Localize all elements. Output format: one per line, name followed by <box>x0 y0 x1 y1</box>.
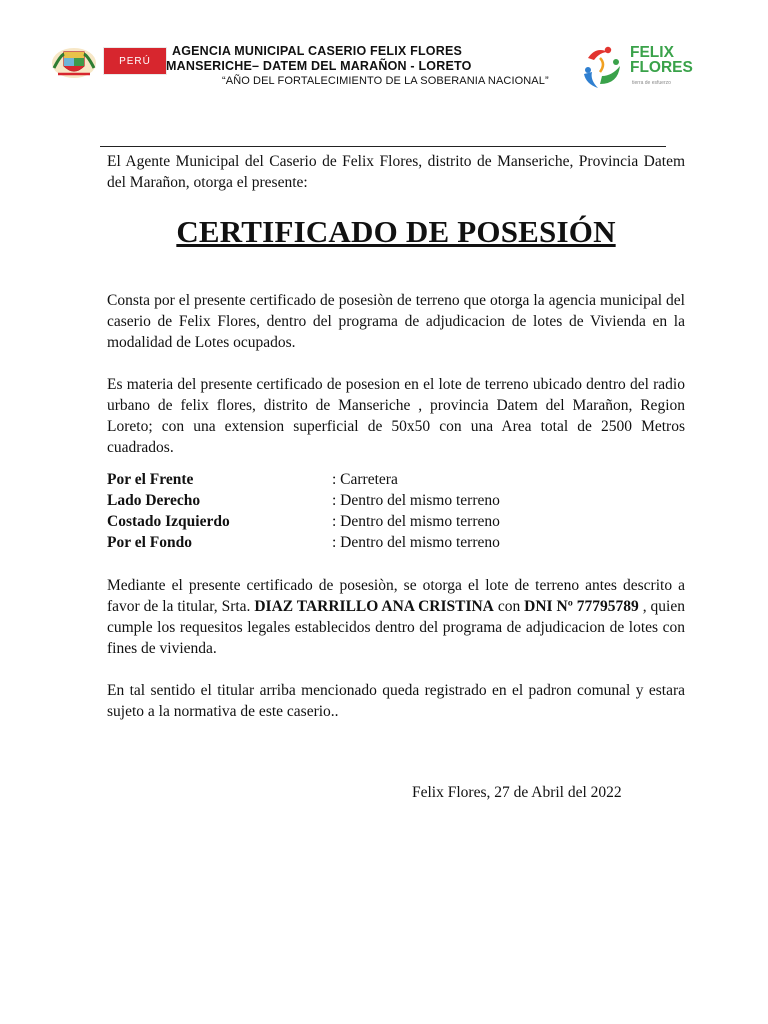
paragraph-3-text: con <box>493 598 525 615</box>
peru-coat-of-arms-icon <box>50 46 98 80</box>
agency-location: MANSERICHE– DATEM DEL MARAÑON - LORETO <box>166 59 472 73</box>
boundary-value: : Carretera <box>332 471 398 488</box>
intro-paragraph: El Agente Municipal del Caserio de Felix Flores, distrito de Manseriche, Provincia Datem del Marañon, otorga el presente: <box>107 153 685 191</box>
paragraph-3-text: , quien cumple los requesitos legales establecidos dentro del programa de adjudicacion de lotes con fines de vivienda. <box>107 598 685 657</box>
agency-name: AGENCIA MUNICIPAL CASERIO FELIX FLORES <box>172 44 463 58</box>
logo-slogan: tierra de esfuerzo <box>632 80 671 86</box>
logo-word-felix: FELIX <box>630 44 674 61</box>
boundary-label: Costado Izquierdo <box>107 513 230 530</box>
paragraph-3 <box>107 575 685 659</box>
national-motto: “AÑO DEL FORTALECIMIENTO DE LA SOBERANIA NACIONAL” <box>222 75 549 87</box>
issue-date: Felix Flores, 27 de Abril del 2022 <box>412 784 622 801</box>
boundary-row <box>0 471 768 492</box>
holder-name: DIAZ TARRILLO ANA CRISTINA <box>254 598 494 615</box>
peru-banner: PERÚ <box>104 48 166 74</box>
paragraph-3-text: Mediante el presente certificado de posesiòn, se otorga el lote de terreno antes descrito a favor de la titular, Srta. <box>107 577 685 615</box>
boundary-row <box>0 492 768 513</box>
boundaries-list <box>0 471 768 561</box>
holder-dni: DNI Nº 77795789 <box>524 598 639 615</box>
boundary-row <box>0 513 768 534</box>
document-title: CERTIFICADO DE POSESIÓN <box>176 214 616 249</box>
boundary-value: : Dentro del mismo terreno <box>332 534 500 551</box>
boundary-row <box>0 534 768 555</box>
boundary-label: Por el Fondo <box>107 534 192 551</box>
boundary-value: : Dentro del mismo terreno <box>332 513 500 530</box>
boundary-label: Lado Derecho <box>107 492 201 509</box>
paragraph-2: Es materia del presente certificado de posesion en el lote de terreno ubicado dentro del radio urbano de felix flores, distrito de Manseriche , provincia Datem del Marañon, Region Loreto; con una extension superficial de 50x50 con una Area total de 2500 Metros cuadrados. <box>107 376 685 456</box>
felix-flores-logo-icon <box>578 44 626 90</box>
felix-flores-logo-text <box>630 45 693 75</box>
logo-word-flores: FLORES <box>630 59 693 76</box>
boundary-value: : Dentro del mismo terreno <box>332 492 500 509</box>
header-divider <box>100 146 666 147</box>
boundary-label: Por el Frente <box>107 471 194 488</box>
paragraph-1: Consta por el presente certificado de posesiòn de terreno que otorga la agencia municipal del caserio de Felix Flores, dentro del programa de adjudicacion de lotes de Vivienda en la modalidad de Lotes ocupados. <box>107 292 685 351</box>
paragraph-4: En tal sentido el titular arriba mencionado queda registrado en el padron comunal y estara sujeto a la normativa de este caserio.. <box>107 682 685 720</box>
